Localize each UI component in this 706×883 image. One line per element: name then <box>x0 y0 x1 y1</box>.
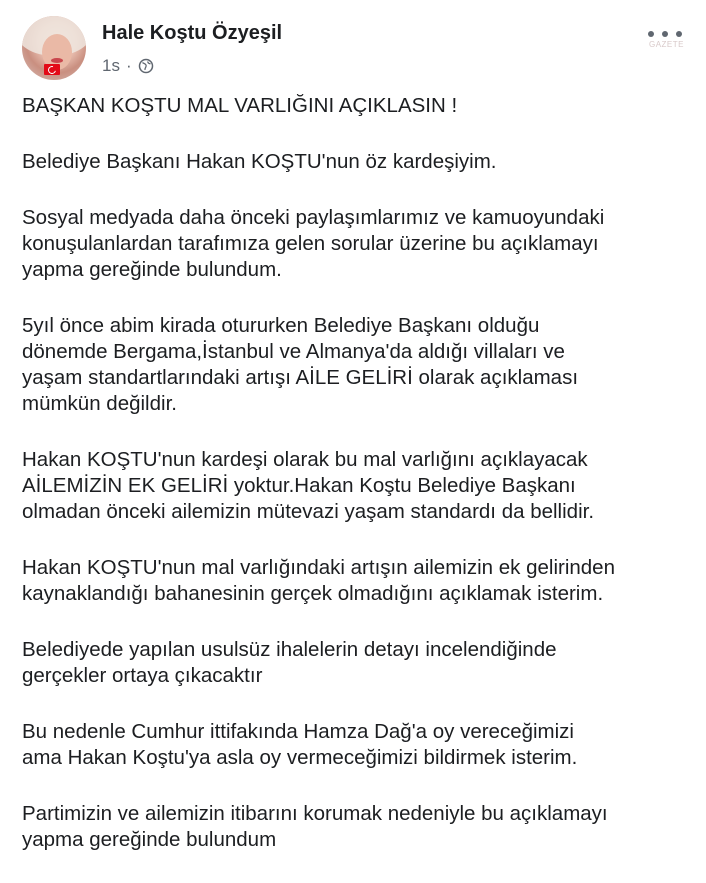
post-paragraph: Sosyal medyada daha önceki paylaşımlarımız ve kamuoyundaki konuşulanlardan tarafımıza gelen sorular üzerine bu açıklamayı yapma gereğinde bulundum. <box>22 206 605 281</box>
watermark: GAZETE <box>648 40 684 49</box>
post-paragraph: Hakan KOŞTU'nun kardeşi olarak bu mal varlığını açıklayacak AİLEMİZİN EK GELİRİ yoktur.Hakan Koştu Belediye Başkanı olmadan önceki ailemizin mütevazi yaşam standardı da bellidir. <box>22 448 595 523</box>
author-name[interactable]: Hale Koştu Özyeşil <box>102 22 283 44</box>
post-meta <box>102 56 154 76</box>
post-content <box>22 93 692 883</box>
post-heading: BAŞKAN KOŞTU MAL VARLIĞINI AÇIKLASIN ! <box>22 94 458 117</box>
meta-separator: · <box>125 56 132 75</box>
post-paragraph: 5yıl önce abim kirada otururken Belediye Başkanı olduğu dönemde Bergama,İstanbul ve Almanya'da aldığı villaları ve yaşam standartlarındaki artışı AİLE GELİRİ olarak açıklaması mümkün değildir. <box>22 314 579 415</box>
globe-icon[interactable] <box>138 58 154 74</box>
post-paragraph: Hakan KOŞTU'nun mal varlığındaki artışın ailemizin ek gelirinden kaynaklandığı bahanesinin gerçek olmadığını açıklamak isterim. <box>22 556 615 605</box>
avatar-lips <box>51 58 63 63</box>
more-dot-icon <box>648 31 654 37</box>
post-time[interactable]: 1s <box>102 56 120 75</box>
post-paragraph: Belediyede yapılan usulsüz ihalelerin detayı incelendiğinde gerçekler ortaya çıkacaktır <box>22 638 557 687</box>
post-header <box>22 16 682 80</box>
post-paragraph: Belediye Başkanı Hakan KOŞTU'nun öz kardeşiyim. <box>22 150 497 173</box>
turkish-flag-icon <box>44 64 60 75</box>
more-dot-icon <box>676 31 682 37</box>
more-dot-icon <box>662 31 668 37</box>
post-paragraph: Bu nedenle Cumhur ittifakında Hamza Dağ'a oy vereceğimizi ama Hakan Koştu'ya asla oy vermeceğimizi bildirmek isterim. <box>22 720 578 769</box>
author-avatar[interactable] <box>22 16 86 80</box>
post-paragraph: Partimizin ve ailemizin itibarını korumak nedeniyle bu açıklamayı yapma gereğinde bulundum <box>22 802 608 851</box>
